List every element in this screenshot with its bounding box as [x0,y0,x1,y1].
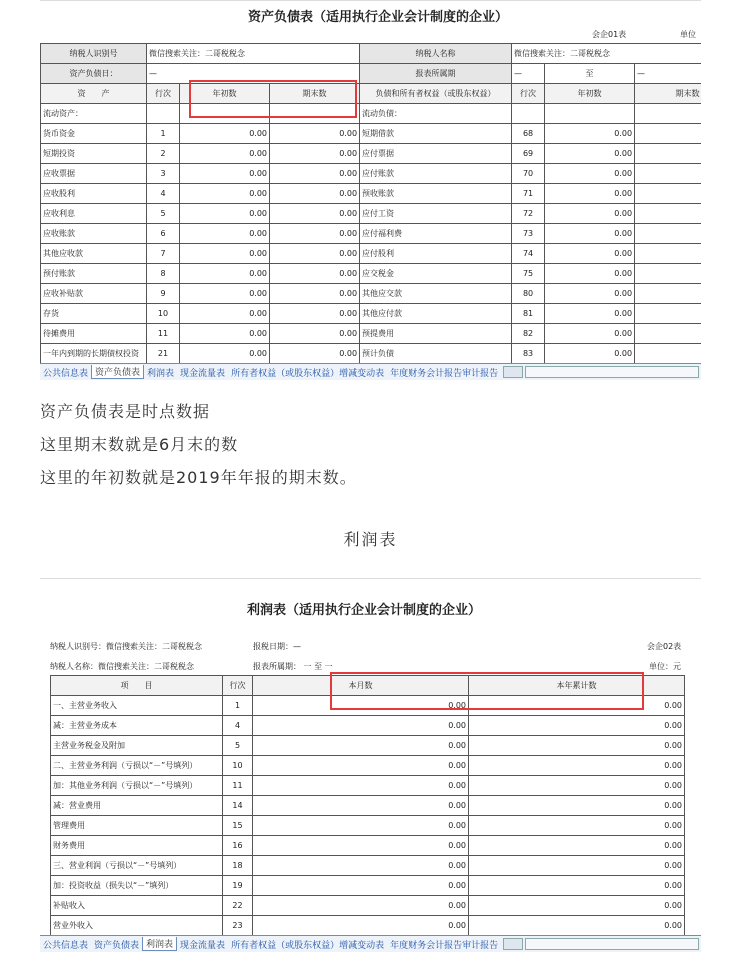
scroll-left-icon[interactable] [503,366,523,378]
asset-begin-value[interactable]: 0.00 [180,184,270,204]
liability-line-no: 68 [512,124,545,144]
taxpayer-id-label: 纳税人识别号 [41,44,147,64]
col-end-left: 期末数 [270,84,360,104]
liability-end-value[interactable] [635,124,701,144]
table-row [51,916,685,936]
income-form-code: 会企02表 [647,642,682,651]
asset-begin-value[interactable]: 0.00 [180,264,270,284]
table-row [41,324,702,344]
income-line-no: 1 [223,696,253,716]
liability-item: 应付股利 [360,244,512,264]
income-item: 财务费用 [51,836,223,856]
col-line: 行次 [223,676,253,696]
col-item: 项 目 [51,676,223,696]
liability-line-no: 69 [512,144,545,164]
liability-begin-value[interactable]: 0.00 [545,124,635,144]
table-row [41,264,702,284]
income-taxpayer-id: 纳税人识别号：微信搜索关注：二哥税税念 [50,642,202,651]
empty-cell [545,104,635,124]
asset-item: 应收利息 [41,204,147,224]
table-row [41,304,702,324]
sheet-tab[interactable]: 利润表 [142,937,177,951]
table-row [51,716,685,736]
liability-line-no: 80 [512,284,545,304]
income-month-value[interactable]: 0.00 [253,736,469,756]
liability-end-value[interactable] [635,144,701,164]
liability-end-value[interactable] [635,184,701,204]
asset-line-no: 9 [147,284,180,304]
liability-line-no: 73 [512,224,545,244]
asset-item: 预付账款 [41,264,147,284]
table-row [51,796,685,816]
table-row [51,856,685,876]
income-line-no: 22 [223,896,253,916]
asset-end-value[interactable]: 0.00 [270,164,360,184]
asset-line-no: 7 [147,244,180,264]
income-item: 营业外收入 [51,916,223,936]
income-taxpayer-name: 纳税人名称：微信搜索关注：二哥税税念 [50,662,194,671]
table-row [41,144,702,164]
section-current-assets: 流动资产： [41,104,147,124]
col-liability: 负债和所有者权益（或股东权益） [360,84,512,104]
table-row [41,124,702,144]
income-month-value[interactable]: 0.00 [253,716,469,736]
report-period-end[interactable]: — [635,64,701,84]
report-period-label: 报表所属期 [360,64,512,84]
table-row [51,876,685,896]
table-row [51,776,685,796]
income-line-no: 19 [223,876,253,896]
asset-item: 存货 [41,304,147,324]
income-ytd-value[interactable]: 0.00 [469,816,685,836]
income-ytd-value[interactable]: 0.00 [469,916,685,936]
liability-line-no: 75 [512,264,545,284]
asset-begin-value[interactable]: 0.00 [180,164,270,184]
income-report-date: 报税日期：— [253,642,301,651]
liability-end-value[interactable] [635,164,701,184]
income-month-value[interactable]: 0.00 [253,796,469,816]
income-month-value[interactable]: 0.00 [253,696,469,716]
liability-begin-value[interactable]: 0.00 [545,284,635,304]
asset-end-value[interactable]: 0.00 [270,324,360,344]
asset-begin-value[interactable]: 0.00 [180,204,270,224]
income-item: 补贴收入 [51,896,223,916]
income-line-no: 11 [223,776,253,796]
liability-item: 其他应付款 [360,304,512,324]
income-line-no: 18 [223,856,253,876]
income-month-value[interactable]: 0.00 [253,816,469,836]
sheet-tab[interactable]: 资产负债表 [94,940,140,951]
asset-item: 货币资金 [41,124,147,144]
income-period: 报表所属期： 一 至 一 [253,662,333,671]
income-line-no: 10 [223,756,253,776]
empty-cell [512,104,545,124]
liability-end-value[interactable] [635,264,701,284]
income-item: 加：投资收益（损失以“－”填列） [51,876,223,896]
col-asset: 资 产 [41,84,147,104]
asset-item: 应收补贴款 [41,284,147,304]
liability-line-no: 70 [512,164,545,184]
income-ytd-value[interactable]: 0.00 [469,736,685,756]
liability-item: 其他应交款 [360,284,512,304]
income-month-value[interactable]: 0.00 [253,856,469,876]
income-ytd-value[interactable]: 0.00 [469,776,685,796]
col-begin-left: 年初数 [180,84,270,104]
sheet-tab[interactable]: 公共信息表 [43,940,89,951]
liability-begin-value[interactable]: 0.00 [545,204,635,224]
taxpayer-id-value[interactable]: 微信搜索关注：二哥税税念 [147,44,360,64]
liability-item: 应付福利费 [360,224,512,244]
sheet-tab-bar [40,935,701,952]
balance-date-value[interactable]: — [147,64,360,84]
sheet-tab[interactable]: 现金流量表 [180,940,226,951]
income-month-value[interactable]: 0.00 [253,756,469,776]
liability-item: 预收账款 [360,184,512,204]
asset-line-no: 4 [147,184,180,204]
liability-end-value[interactable] [635,224,701,244]
income-unit: 单位：元 [649,662,681,671]
liability-end-value[interactable] [635,284,701,304]
asset-item: 应收票据 [41,164,147,184]
asset-begin-value[interactable]: 0.00 [180,304,270,324]
asset-item: 应收账款 [41,224,147,244]
income-line-no: 23 [223,916,253,936]
table-row [41,164,702,184]
section-current-liabilities: 流动负债： [360,104,512,124]
liability-item: 预计负债 [360,344,512,364]
col-line-left: 行次 [147,84,180,104]
income-month-value[interactable]: 0.00 [253,916,469,936]
sheet-tab[interactable]: 现金流量表 [180,368,226,379]
balance-sheet-title: 资产负债表（适用执行企业会计制度的企业） [248,10,509,25]
liability-line-no: 74 [512,244,545,264]
income-month-value[interactable]: 0.00 [253,896,469,916]
table-row [51,896,685,916]
balance-sheet-screenshot [40,0,701,381]
table-row [41,184,702,204]
asset-end-value[interactable]: 0.00 [270,244,360,264]
income-ytd-value[interactable]: 0.00 [469,856,685,876]
horizontal-scrollbar[interactable] [525,938,699,950]
sheet-tab[interactable]: 所有者权益（或股东权益）增减变动表 [231,368,385,379]
liability-item: 短期借款 [360,124,512,144]
liability-line-no: 82 [512,324,545,344]
liability-begin-value[interactable]: 0.00 [545,264,635,284]
asset-begin-value[interactable]: 0.00 [180,144,270,164]
horizontal-scrollbar[interactable] [525,366,699,378]
asset-end-value[interactable]: 0.00 [270,124,360,144]
asset-item: 应收股利 [41,184,147,204]
income-ytd-value[interactable]: 0.00 [469,896,685,916]
asset-begin-value[interactable]: 0.00 [180,344,270,364]
liability-end-value[interactable] [635,324,701,344]
asset-end-value[interactable]: 0.00 [270,264,360,284]
income-line-no: 5 [223,736,253,756]
liability-begin-value[interactable]: 0.00 [545,224,635,244]
table-row [41,244,702,264]
asset-item: 待摊费用 [41,324,147,344]
table-row [41,284,702,304]
liability-begin-value[interactable]: 0.00 [545,184,635,204]
liability-line-no: 81 [512,304,545,324]
report-period-start[interactable]: — [512,64,545,84]
table-row [51,836,685,856]
col-month: 本月数 [253,676,469,696]
liability-line-no: 83 [512,344,545,364]
income-month-value[interactable]: 0.00 [253,876,469,896]
asset-end-value[interactable]: 0.00 [270,204,360,224]
income-ytd-value[interactable]: 0.00 [469,696,685,716]
col-line-right: 行次 [512,84,545,104]
income-month-value[interactable]: 0.00 [253,776,469,796]
income-line-no: 14 [223,796,253,816]
liability-begin-value[interactable]: 0.00 [545,244,635,264]
asset-line-no: 1 [147,124,180,144]
income-item: 减：主营业务成本 [51,716,223,736]
asset-end-value[interactable]: 0.00 [270,284,360,304]
balance-form-code: 会企01表 [592,30,627,39]
asset-end-value[interactable]: 0.00 [270,224,360,244]
caption-line-1: 资产负债表是时点数据 [40,402,211,421]
asset-end-value[interactable]: 0.00 [270,144,360,164]
income-statement-screenshot [40,578,701,955]
liability-item: 应付票据 [360,144,512,164]
income-line-no: 15 [223,816,253,836]
liability-end-value[interactable] [635,204,701,224]
income-line-no: 16 [223,836,253,856]
income-statement-title: 利润表（适用执行企业会计制度的企业） [247,603,482,618]
liability-item: 应付工资 [360,204,512,224]
asset-begin-value[interactable]: 0.00 [180,324,270,344]
asset-line-no: 6 [147,224,180,244]
balance-unit: 单位 [680,30,696,39]
sheet-tab[interactable]: 年度财务会计报告审计报告 [390,940,499,951]
income-statement-table [50,675,685,936]
asset-begin-value[interactable]: 0.00 [180,244,270,264]
income-item: 一、主营业务收入 [51,696,223,716]
report-period-to: 至 [545,64,635,84]
sheet-tab[interactable]: 年度财务会计报告审计报告 [390,368,499,379]
asset-line-no: 11 [147,324,180,344]
scroll-left-icon[interactable] [503,938,523,950]
sheet-tab[interactable]: 所有者权益（或股东权益）增减变动表 [231,940,385,951]
asset-line-no: 8 [147,264,180,284]
liability-item: 预提费用 [360,324,512,344]
asset-item: 短期投资 [41,144,147,164]
income-item: 三、营业利润（亏损以“－”号填列） [51,856,223,876]
table-row [51,736,685,756]
section-heading: 利润表 [343,530,398,549]
asset-line-no: 21 [147,344,180,364]
income-ytd-value[interactable]: 0.00 [469,836,685,856]
liability-begin-value[interactable]: 0.00 [545,344,635,364]
sheet-tab[interactable]: 利润表 [147,368,175,379]
sheet-tab-bar [40,363,701,380]
sheet-tab[interactable]: 资产负债表 [91,365,144,379]
asset-begin-value[interactable]: 0.00 [180,284,270,304]
empty-cell [635,104,701,124]
income-ytd-value[interactable]: 0.00 [469,796,685,816]
income-month-value[interactable]: 0.00 [253,836,469,856]
caption-line-2: 这里期末数就是6月末的数 [40,435,239,454]
balance-date-label: 资产负债日： [41,64,147,84]
liability-begin-value[interactable]: 0.00 [545,324,635,344]
income-ytd-value[interactable]: 0.00 [469,716,685,736]
asset-item: 其他应收款 [41,244,147,264]
income-ytd-value[interactable]: 0.00 [469,876,685,896]
asset-begin-value[interactable]: 0.00 [180,224,270,244]
table-row [41,344,702,364]
asset-line-no: 3 [147,164,180,184]
col-begin-right: 年初数 [545,84,635,104]
asset-end-value[interactable]: 0.00 [270,184,360,204]
table-row [41,204,702,224]
table-row [51,816,685,836]
liability-end-value[interactable] [635,244,701,264]
highlight-box [330,672,644,710]
liability-item: 应交税金 [360,264,512,284]
balance-sheet-table [40,43,701,364]
asset-item: 一年内到期的长期债权投资 [41,344,147,364]
sheet-tab[interactable]: 公共信息表 [43,368,89,379]
highlight-box [189,80,357,118]
asset-end-value[interactable]: 0.00 [270,304,360,324]
empty-cell [147,104,180,124]
asset-line-no: 5 [147,204,180,224]
liability-begin-value[interactable]: 0.00 [545,164,635,184]
liability-item: 应付账款 [360,164,512,184]
liability-line-no: 72 [512,204,545,224]
liability-begin-value[interactable]: 0.00 [545,304,635,324]
col-end-right: 期末数 [635,84,701,104]
income-item: 加：其他业务利润（亏损以“－”号填列） [51,776,223,796]
asset-begin-value[interactable]: 0.00 [180,124,270,144]
income-ytd-value[interactable]: 0.00 [469,756,685,776]
table-row [41,224,702,244]
liability-end-value[interactable] [635,344,701,364]
table-row [51,756,685,776]
taxpayer-name-value[interactable]: 微信搜索关注：二哥税税念 [512,44,701,64]
income-item: 减：营业费用 [51,796,223,816]
col-year-to-date: 本年累计数 [469,676,685,696]
asset-line-no: 2 [147,144,180,164]
asset-end-value[interactable]: 0.00 [270,344,360,364]
income-line-no: 4 [223,716,253,736]
caption-line-3: 这里的年初数就是2019年年报的期末数。 [40,468,357,487]
taxpayer-name-label: 纳税人名称 [360,44,512,64]
income-item: 主营业务税金及附加 [51,736,223,756]
liability-line-no: 71 [512,184,545,204]
liability-begin-value[interactable]: 0.00 [545,144,635,164]
asset-line-no: 10 [147,304,180,324]
liability-end-value[interactable] [635,304,701,324]
income-item: 管理费用 [51,816,223,836]
income-item: 二、主营业务利润（亏损以“－”号填列） [51,756,223,776]
